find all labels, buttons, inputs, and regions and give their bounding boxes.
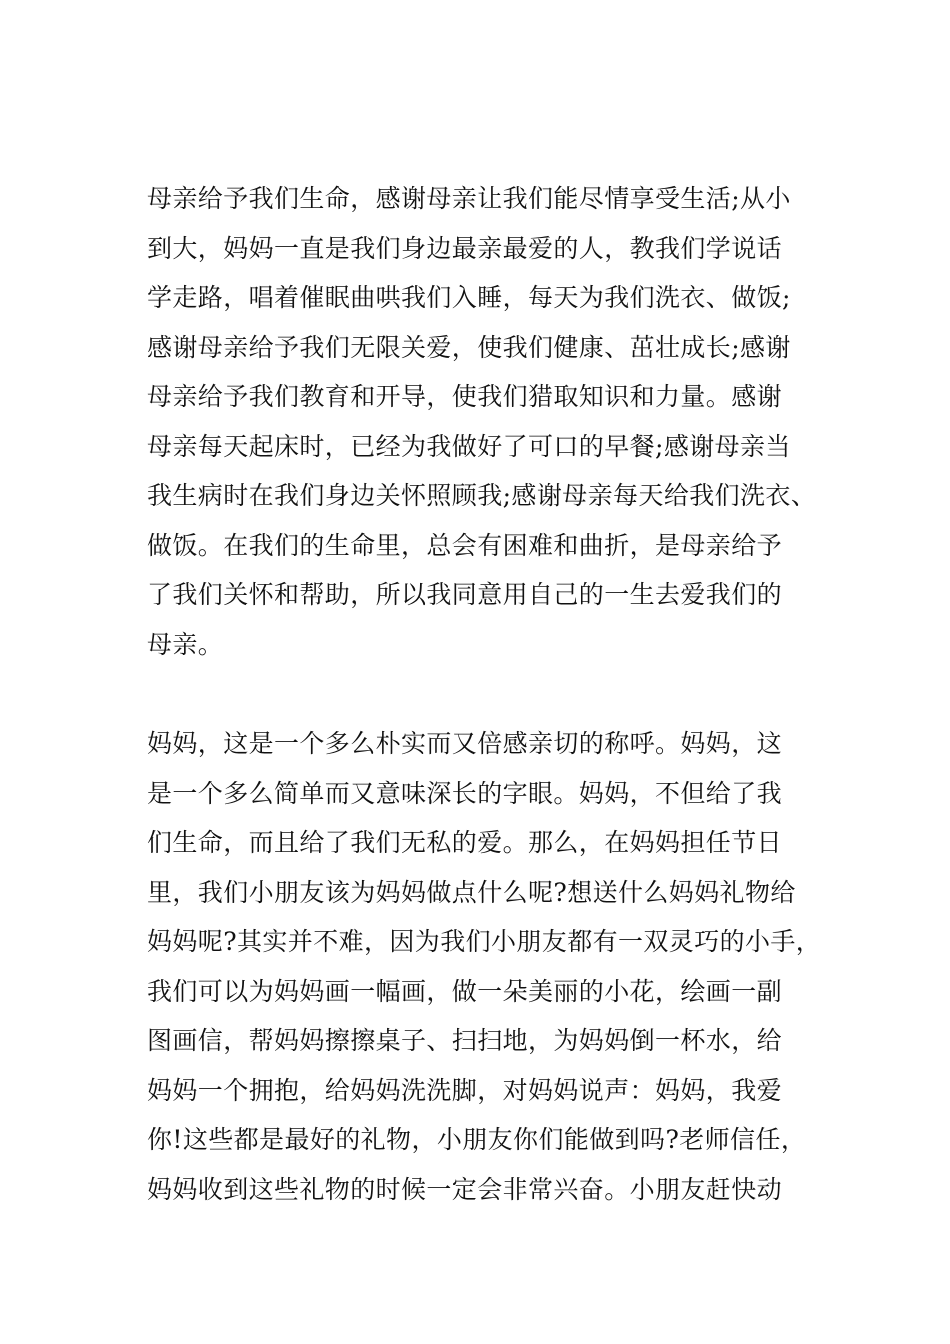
paragraph-line: 我们可以为妈妈画一幅画，做一朵美丽的小花，绘画一副 [147,976,783,1006]
paragraph-gifts-for-mother [147,719,837,1214]
paragraph-line: 我生病时在我们身边关怀照顾我;感谢母亲每天给我们洗衣、 [147,481,817,510]
paragraph-line: 里，我们小朋友该为妈妈做点什么呢?想送什么妈妈礼物给 [147,877,796,907]
paragraph-line: 母亲每天起床时，已经为我做好了可口的早餐;感谢母亲当 [147,431,791,461]
paragraph-line: 母亲给予我们生命，感谢母亲让我们能尽情享受生活;从小 [147,184,791,213]
paragraph-gratitude-to-mother [147,174,837,669]
paragraph-line: 是一个多么简单而又意味深长的字眼。妈妈，不但给了我 [147,778,783,808]
paragraph-line: 妈妈呢?其实并不难，因为我们小朋友都有一双灵巧的小手， [147,927,822,956]
paragraph-line: 母亲。 [147,629,224,659]
paragraph-line: 感谢母亲给予我们无限关爱，使我们健康、茁壮成长;感谢 [147,332,791,362]
paragraph-line: 了我们关怀和帮助，所以我同意用自己的一生去爱我们的 [147,580,783,609]
paragraph-line: 你!这些都是最好的礼物，小朋友你们能做到吗?老师信任， [147,1125,807,1154]
paragraph-line: 母亲给予我们教育和开导，使我们猎取知识和力量。感谢 [147,382,783,411]
paragraph-line: 图画信，帮妈妈擦擦桌子、扫扫地，为妈妈倒一杯水，给 [147,1026,783,1055]
paragraph-line: 妈妈收到这些礼物的时候一定会非常兴奋。小朋友赶快动 [147,1174,783,1204]
paragraph-line: 到大，妈妈一直是我们身边最亲最爱的人，教我们学说话 [147,233,783,263]
paragraph-line: 学走路，唱着催眠曲哄我们入睡，每天为我们洗衣、做饭; [147,283,791,312]
paragraph-line: 做饭。在我们的生命里，总会有困难和曲折，是母亲给予 [147,530,783,560]
paragraph-line: 们生命，而且给了我们无私的爱。那么，在妈妈担任节日 [147,828,783,857]
paragraph-line: 妈妈一个拥抱，给妈妈洗洗脚，对妈妈说声：妈妈，我爱 [147,1075,783,1105]
paragraph-line: 妈妈，这是一个多么朴实而又倍感亲切的称呼。妈妈，这 [147,729,783,758]
